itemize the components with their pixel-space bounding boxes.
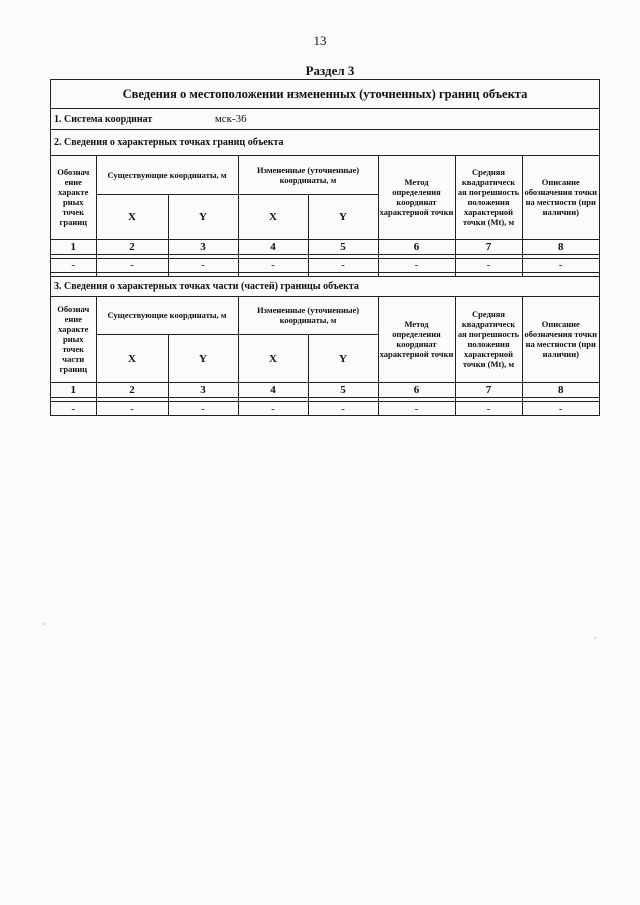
coordinate-system-line [51,109,599,130]
header-point: Обознач ение характе рных точек части границ [51,297,96,383]
column-number: 6 [378,383,455,398]
column-number: 8 [522,383,599,398]
column-number: 4 [238,239,308,254]
table-cell: - [308,258,378,272]
table-cell: - [522,258,599,272]
header-point: Обознач ение характе рных точек границ [51,156,96,239]
header-changed: Измененные (уточненные) координаты, м [238,156,378,194]
table-cell: - [308,402,378,416]
header-existing-y: Y [168,194,238,239]
section2-title: 2. Сведения о характерных точках границ объекта [51,130,599,156]
header-changed: Измененные (уточненные) координаты, м [238,297,378,335]
column-number: 8 [522,239,599,254]
column-number: 2 [96,383,168,398]
header-changed-x: X [238,335,308,383]
table-cell: - [51,402,96,416]
coordinate-system-value: мск-36 [214,113,247,125]
table-cell: - [522,402,599,416]
table-cell: - [96,258,168,272]
header-existing-x: X [96,335,168,383]
boundary-info-table [50,79,600,416]
header-changed-x: X [238,194,308,239]
column-number: 4 [238,383,308,398]
section3-title: 3. Сведения о характерных точках части (частей) границы объекта [51,277,599,297]
header-error: Средняя квадратическ ая погрешность положения характерной точки (Mt), м [455,297,522,383]
column-number: 7 [455,383,522,398]
header-existing-y: Y [168,335,238,383]
table-row [51,258,599,272]
header-method: Метод определения координат характерной точки [378,297,455,383]
coordinate-system-label: 1. Система координат [54,114,153,125]
header-existing-x: X [96,194,168,239]
table-cell: - [238,402,308,416]
section-title: Раздел 3 [305,63,355,78]
header-method: Метод определения координат характерной точки [378,156,455,239]
column-number: 2 [96,239,168,254]
table-cell: - [455,258,522,272]
section3-table [51,297,599,416]
table-cell: - [238,258,308,272]
column-number: 3 [168,239,238,254]
column-number: 5 [308,239,378,254]
table-cell: - [168,258,238,272]
header-description: Описание обозначения точки на местности (при наличии) [522,297,599,383]
column-number: 5 [308,383,378,398]
column-number: 1 [51,383,96,398]
table-cell: - [455,402,522,416]
scan-speck: · [594,634,597,643]
main-header: Сведения о местоположении измененных (уточненных) границ объекта [51,80,599,109]
column-number: 1 [51,239,96,254]
column-number: 7 [455,239,522,254]
scan-speck: · [43,620,46,629]
header-existing: Существующие координаты, м [96,156,238,194]
table-cell: - [168,402,238,416]
table-cell: - [51,258,96,272]
header-existing: Существующие координаты, м [96,297,238,335]
header-changed-y: Y [308,335,378,383]
section2-table [51,156,599,277]
header-changed-y: Y [308,194,378,239]
table-cell: - [378,402,455,416]
header-description: Описание обозначения точки на местности (при наличии) [522,156,599,239]
table-row [51,402,599,416]
header-error: Средняя квадратическ ая погрешность положения характерной точки (Mt), м [455,156,522,239]
column-number: 6 [378,239,455,254]
table-cell: - [96,402,168,416]
table-cell: - [378,258,455,272]
page-number: 13 [313,33,327,48]
column-number: 3 [168,383,238,398]
